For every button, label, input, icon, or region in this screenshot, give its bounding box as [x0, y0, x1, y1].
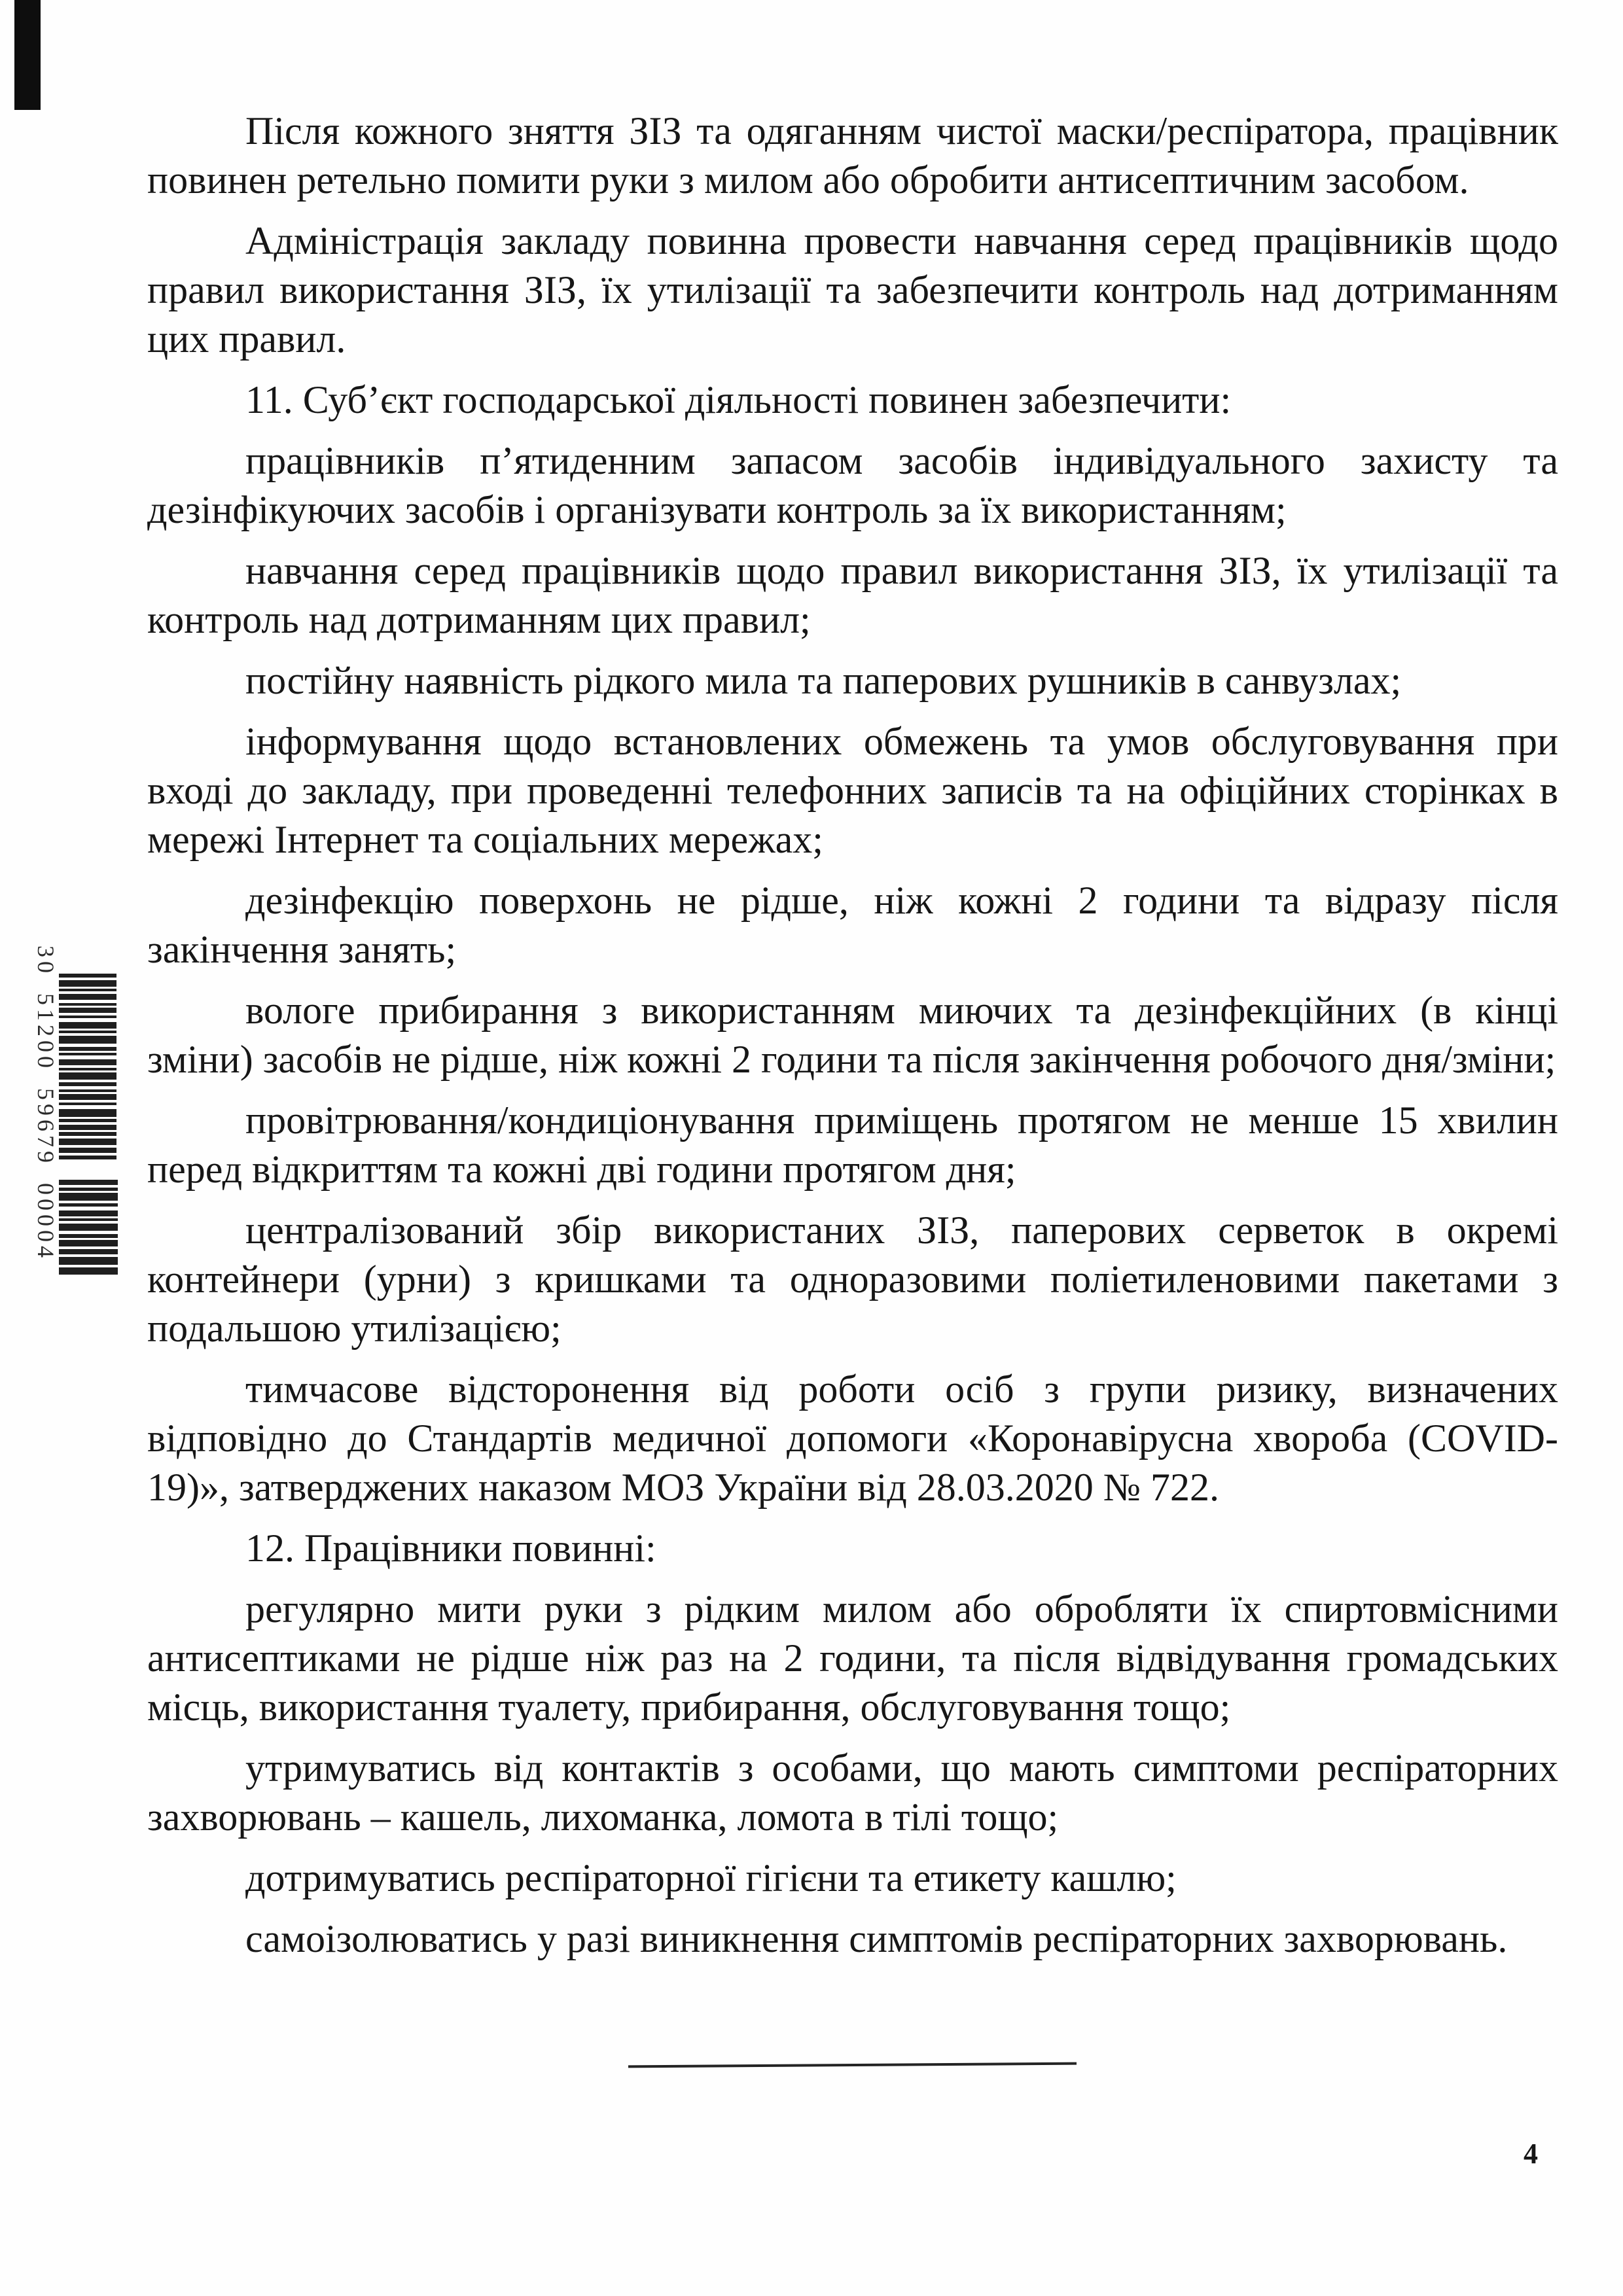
paragraph: дотримуватись респіраторної гігієни та етикету кашлю; [245, 1856, 1177, 1899]
paragraph: регулярно мити руки з рідким милом або обробляти їх спиртовмісними антисептиками не рідше ніж раз на 2 години, та після відвідування громадських місць, використання туалету, прибирання, обслуговування тощо; [147, 1587, 1558, 1729]
footer-divider [628, 2062, 1077, 2068]
paragraph: тимчасове відсторонення від роботи осіб з групи ризику, визначених відповідно до Стандартів медичної допомоги «Коронавірусна хвороба (COVID-19)», затверджених наказом МОЗ України від 28.03.2020 № 722. [147, 1368, 1558, 1509]
paragraph: самоізолюватись у разі виникнення симптомів респіраторних захворювань. [245, 1917, 1508, 1960]
paragraph: інформування щодо встановлених обмежень та умов обслуговування при вході до закладу, при проведенні телефонних записів та на офіційних сторінках в мережі Інтернет та соціальних мережах; [147, 720, 1558, 861]
paragraph: Після кожного зняття ЗІЗ та одяганням чистої маски/респіратора, працівник повинен ретельно помити руки з милом або обробити антисептичним засобом. [147, 109, 1558, 202]
document-body [147, 107, 1558, 1975]
barcode-digits-secondary: 00004 [33, 1183, 59, 1262]
barcode-bars-main [59, 974, 116, 1163]
page-number: 4 [1524, 2138, 1538, 2170]
paragraph: 12. Працівники повинні: [245, 1527, 656, 1570]
paragraph: 11. Суб’єкт господарської діяльності повинен забезпечити: [245, 378, 1232, 421]
paragraph: працівників п’ятиденним запасом засобів індивідуального захисту та дезінфікуючих засобів і організувати контроль за їх використанням; [147, 439, 1558, 531]
barcode-digits-main: 30 51200 59679 [33, 945, 59, 1167]
scan-artifact-mark [14, 0, 41, 110]
paragraph: вологе прибирання з використанням миючих та дезінфекційних (в кінці зміни) засобів не рідше, ніж кожні 2 години та після закінчення робочого дня/зміни; [147, 989, 1558, 1081]
paragraph: Адміністрація закладу повинна провести навчання серед працівників щодо правил використання ЗІЗ, їх утилізації та забезпечити контроль над дотриманням цих правил. [147, 219, 1558, 361]
paragraph: централізований збір використаних ЗІЗ, паперових серветок в окремі контейнери (урни) з кришками та одноразовими поліетиленовими пакетами з подальшою утилізацією; [147, 1209, 1558, 1350]
paragraph: провітрювання/кондиціонування приміщень протягом не менше 15 хвилин перед відкриттям та кожні дві години протягом дня; [147, 1099, 1558, 1191]
barcode-bars-secondary [59, 1180, 118, 1275]
paragraph: навчання серед працівників щодо правил використання ЗІЗ, їх утилізації та контроль над дотриманням цих правил; [147, 549, 1558, 641]
paragraph: постійну наявність рідкого мила та паперових рушників в санвузлах; [245, 659, 1402, 702]
paragraph: дезінфекцію поверхонь не рідше, ніж кожні 2 години та відразу після закінчення занять; [147, 879, 1558, 971]
paragraph: утримуватись від контактів з особами, що мають симптоми респіраторних захворювань – кашель, лихоманка, ломота в тілі тощо; [147, 1746, 1558, 1839]
